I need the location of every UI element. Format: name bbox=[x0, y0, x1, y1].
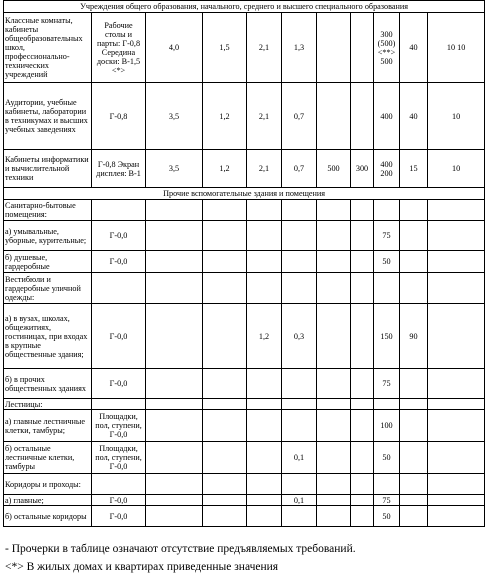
value-cell bbox=[146, 506, 203, 527]
value-cell: 0,7 bbox=[282, 83, 317, 150]
value-cell bbox=[146, 399, 203, 410]
table-row bbox=[4, 13, 485, 83]
value-cell: 1,5 bbox=[203, 13, 247, 83]
value-cell bbox=[247, 442, 282, 474]
table-row bbox=[4, 495, 485, 506]
table-row bbox=[4, 273, 485, 304]
value-cell bbox=[351, 304, 374, 369]
value-cell: 50 bbox=[374, 506, 400, 527]
value-cell bbox=[203, 506, 247, 527]
surface-cell: Г-0,0 bbox=[92, 506, 146, 527]
value-cell bbox=[247, 474, 282, 495]
value-cell bbox=[428, 369, 485, 399]
value-cell bbox=[146, 369, 203, 399]
value-cell bbox=[374, 200, 400, 221]
room-name: Кабинеты информатики и вычислительной техники bbox=[4, 150, 92, 188]
value-cell: 300 bbox=[351, 150, 374, 188]
value-cell bbox=[400, 399, 428, 410]
room-name: Коридоры и проходы: bbox=[4, 474, 92, 495]
value-cell bbox=[146, 474, 203, 495]
value-cell bbox=[146, 304, 203, 369]
room-name: б) остальные лестничные клетки, тамбуры bbox=[4, 442, 92, 474]
value-cell: 2,1 bbox=[247, 150, 282, 188]
value-cell bbox=[146, 200, 203, 221]
table-row bbox=[4, 474, 485, 495]
room-name: б) в прочих общественных зданиях bbox=[4, 369, 92, 399]
room-name: Вестибюли и гардеробные уличной одежды: bbox=[4, 273, 92, 304]
value-cell bbox=[374, 474, 400, 495]
value-cell bbox=[400, 221, 428, 251]
value-cell bbox=[247, 273, 282, 304]
value-cell: 1,2 bbox=[247, 304, 282, 369]
value-cell bbox=[351, 495, 374, 506]
value-cell: 4,0 bbox=[146, 13, 203, 83]
value-cell bbox=[146, 442, 203, 474]
value-cell bbox=[351, 200, 374, 221]
value-cell bbox=[317, 506, 351, 527]
table-row bbox=[4, 251, 485, 273]
value-cell bbox=[282, 399, 317, 410]
value-cell bbox=[317, 221, 351, 251]
value-cell bbox=[146, 495, 203, 506]
value-cell: 90 bbox=[400, 304, 428, 369]
value-cell bbox=[400, 251, 428, 273]
value-cell bbox=[247, 369, 282, 399]
table-row bbox=[4, 442, 485, 474]
surface-cell: Г-0,0 bbox=[92, 495, 146, 506]
table-row bbox=[4, 304, 485, 369]
value-cell bbox=[282, 221, 317, 251]
value-cell: 50 bbox=[374, 251, 400, 273]
value-cell bbox=[203, 495, 247, 506]
value-cell: 2,1 bbox=[247, 13, 282, 83]
value-cell bbox=[203, 369, 247, 399]
value-cell bbox=[203, 273, 247, 304]
value-cell bbox=[317, 13, 351, 83]
value-cell bbox=[317, 200, 351, 221]
value-cell: 3,5 bbox=[146, 150, 203, 188]
value-cell bbox=[400, 506, 428, 527]
surface-cell bbox=[92, 273, 146, 304]
value-cell bbox=[247, 506, 282, 527]
value-cell: 400 200 bbox=[374, 150, 400, 188]
value-cell bbox=[247, 410, 282, 442]
section-row-other bbox=[4, 188, 485, 200]
table-row bbox=[4, 399, 485, 410]
surface-cell: Рабочие столы и парты: Г-0,8 Середина доски: В-1,5 <*> bbox=[92, 13, 146, 83]
table-row bbox=[4, 150, 485, 188]
value-cell bbox=[400, 369, 428, 399]
surface-cell: Г-0,0 bbox=[92, 304, 146, 369]
value-cell bbox=[351, 506, 374, 527]
value-cell bbox=[317, 369, 351, 399]
value-cell: 75 bbox=[374, 221, 400, 251]
value-cell bbox=[400, 495, 428, 506]
value-cell bbox=[203, 251, 247, 273]
room-name: Аудитории, учебные кабинеты, лаборатории в техникумах и высших учебных заведениях bbox=[4, 83, 92, 150]
value-cell bbox=[351, 273, 374, 304]
value-cell bbox=[374, 399, 400, 410]
value-cell bbox=[317, 399, 351, 410]
room-name: Классные комнаты, кабинеты общеобразовательных школ, профессионально-технических учреждений bbox=[4, 13, 92, 83]
value-cell bbox=[351, 399, 374, 410]
value-cell bbox=[351, 442, 374, 474]
table-row bbox=[4, 410, 485, 442]
value-cell bbox=[428, 304, 485, 369]
value-cell bbox=[428, 273, 485, 304]
value-cell: 10 bbox=[428, 83, 485, 150]
value-cell bbox=[400, 410, 428, 442]
value-cell bbox=[146, 273, 203, 304]
value-cell bbox=[351, 410, 374, 442]
value-cell bbox=[317, 410, 351, 442]
lighting-norms-table bbox=[3, 0, 485, 527]
note-dashes: - Прочерки в таблице означают отсутствие предъявляемых требований. bbox=[5, 543, 356, 555]
value-cell: 100 bbox=[374, 410, 400, 442]
notes bbox=[5, 540, 356, 576]
room-name: б) остальные коридоры bbox=[4, 506, 92, 527]
value-cell bbox=[428, 200, 485, 221]
value-cell bbox=[351, 251, 374, 273]
value-cell bbox=[351, 474, 374, 495]
value-cell bbox=[400, 442, 428, 474]
surface-cell: Г-0,8 bbox=[92, 83, 146, 150]
room-name: б) душевые, гардеробные bbox=[4, 251, 92, 273]
value-cell bbox=[203, 442, 247, 474]
value-cell bbox=[317, 304, 351, 369]
room-name: а) в вузах, школах, общежитиях, гостиницах, при входах в крупные общественные здания; bbox=[4, 304, 92, 369]
value-cell bbox=[428, 506, 485, 527]
value-cell bbox=[247, 495, 282, 506]
table-row bbox=[4, 506, 485, 527]
table-row bbox=[4, 200, 485, 221]
surface-cell bbox=[92, 474, 146, 495]
value-cell bbox=[317, 251, 351, 273]
value-cell: 75 bbox=[374, 369, 400, 399]
value-cell bbox=[374, 273, 400, 304]
value-cell bbox=[400, 273, 428, 304]
value-cell bbox=[351, 221, 374, 251]
value-cell bbox=[282, 200, 317, 221]
value-cell: 40 bbox=[400, 13, 428, 83]
value-cell bbox=[400, 474, 428, 495]
value-cell bbox=[282, 369, 317, 399]
value-cell: 150 bbox=[374, 304, 400, 369]
value-cell bbox=[146, 410, 203, 442]
value-cell: 2,1 bbox=[247, 83, 282, 150]
value-cell bbox=[317, 83, 351, 150]
value-cell: 0,3 bbox=[282, 304, 317, 369]
table-row bbox=[4, 369, 485, 399]
value-cell bbox=[317, 495, 351, 506]
value-cell bbox=[247, 399, 282, 410]
value-cell bbox=[351, 13, 374, 83]
value-cell: 0,7 bbox=[282, 150, 317, 188]
surface-cell: Площадки, пол, ступени, Г-0,0 bbox=[92, 442, 146, 474]
value-cell bbox=[146, 251, 203, 273]
section-row-schools bbox=[4, 1, 485, 13]
room-name: Лестницы: bbox=[4, 399, 92, 410]
surface-cell bbox=[92, 200, 146, 221]
value-cell bbox=[282, 273, 317, 304]
value-cell bbox=[247, 200, 282, 221]
value-cell bbox=[317, 442, 351, 474]
value-cell bbox=[247, 251, 282, 273]
room-name: а) главные; bbox=[4, 495, 92, 506]
value-cell bbox=[317, 474, 351, 495]
surface-cell: Г-0,0 bbox=[92, 251, 146, 273]
value-cell: 10 10 bbox=[428, 13, 485, 83]
value-cell: 1,3 bbox=[282, 13, 317, 83]
note-asterisk: <*> В жилых домах и квартирах приведенные значения bbox=[5, 561, 279, 573]
value-cell bbox=[351, 83, 374, 150]
value-cell bbox=[203, 399, 247, 410]
value-cell bbox=[282, 410, 317, 442]
surface-cell: Г-0,0 bbox=[92, 221, 146, 251]
table-row bbox=[4, 83, 485, 150]
value-cell: 300 (500) <**> 500 bbox=[374, 13, 400, 83]
surface-cell: Площадки, пол, ступени, Г-0,0 bbox=[92, 410, 146, 442]
value-cell bbox=[282, 251, 317, 273]
value-cell: 3,5 bbox=[146, 83, 203, 150]
value-cell: 10 bbox=[428, 150, 485, 188]
value-cell: 400 bbox=[374, 83, 400, 150]
norms-document bbox=[3, 0, 485, 527]
value-cell: 0,1 bbox=[282, 442, 317, 474]
value-cell: 75 bbox=[374, 495, 400, 506]
room-name: а) главные лестничные клетки, тамбуры; bbox=[4, 410, 92, 442]
value-cell: 500 bbox=[317, 150, 351, 188]
section-title-other: Прочие вспомогательные здания и помещения bbox=[4, 188, 485, 200]
value-cell bbox=[247, 221, 282, 251]
value-cell bbox=[428, 442, 485, 474]
value-cell bbox=[282, 474, 317, 495]
value-cell bbox=[203, 474, 247, 495]
value-cell bbox=[351, 369, 374, 399]
surface-cell bbox=[92, 399, 146, 410]
value-cell: 0,1 bbox=[282, 495, 317, 506]
section-title-schools: Учреждения общего образования, начального, среднего и высшего специального образования bbox=[4, 1, 485, 13]
value-cell: 1,2 bbox=[203, 150, 247, 188]
value-cell bbox=[428, 399, 485, 410]
table-row bbox=[4, 221, 485, 251]
value-cell bbox=[317, 273, 351, 304]
value-cell: 50 bbox=[374, 442, 400, 474]
surface-cell: Г-0,8 Экран дисплея: В-1 bbox=[92, 150, 146, 188]
value-cell bbox=[428, 410, 485, 442]
value-cell bbox=[428, 495, 485, 506]
value-cell bbox=[400, 200, 428, 221]
value-cell bbox=[428, 221, 485, 251]
value-cell bbox=[203, 221, 247, 251]
room-name: а) умывальные, уборные, курительные; bbox=[4, 221, 92, 251]
value-cell bbox=[428, 251, 485, 273]
value-cell bbox=[428, 474, 485, 495]
surface-cell: Г-0,0 bbox=[92, 369, 146, 399]
room-name: Санитарно-бытовые помещения: bbox=[4, 200, 92, 221]
value-cell bbox=[203, 410, 247, 442]
value-cell: 15 bbox=[400, 150, 428, 188]
value-cell bbox=[146, 221, 203, 251]
value-cell bbox=[203, 304, 247, 369]
value-cell: 40 bbox=[400, 83, 428, 150]
value-cell bbox=[282, 506, 317, 527]
value-cell: 1,2 bbox=[203, 83, 247, 150]
value-cell bbox=[203, 200, 247, 221]
